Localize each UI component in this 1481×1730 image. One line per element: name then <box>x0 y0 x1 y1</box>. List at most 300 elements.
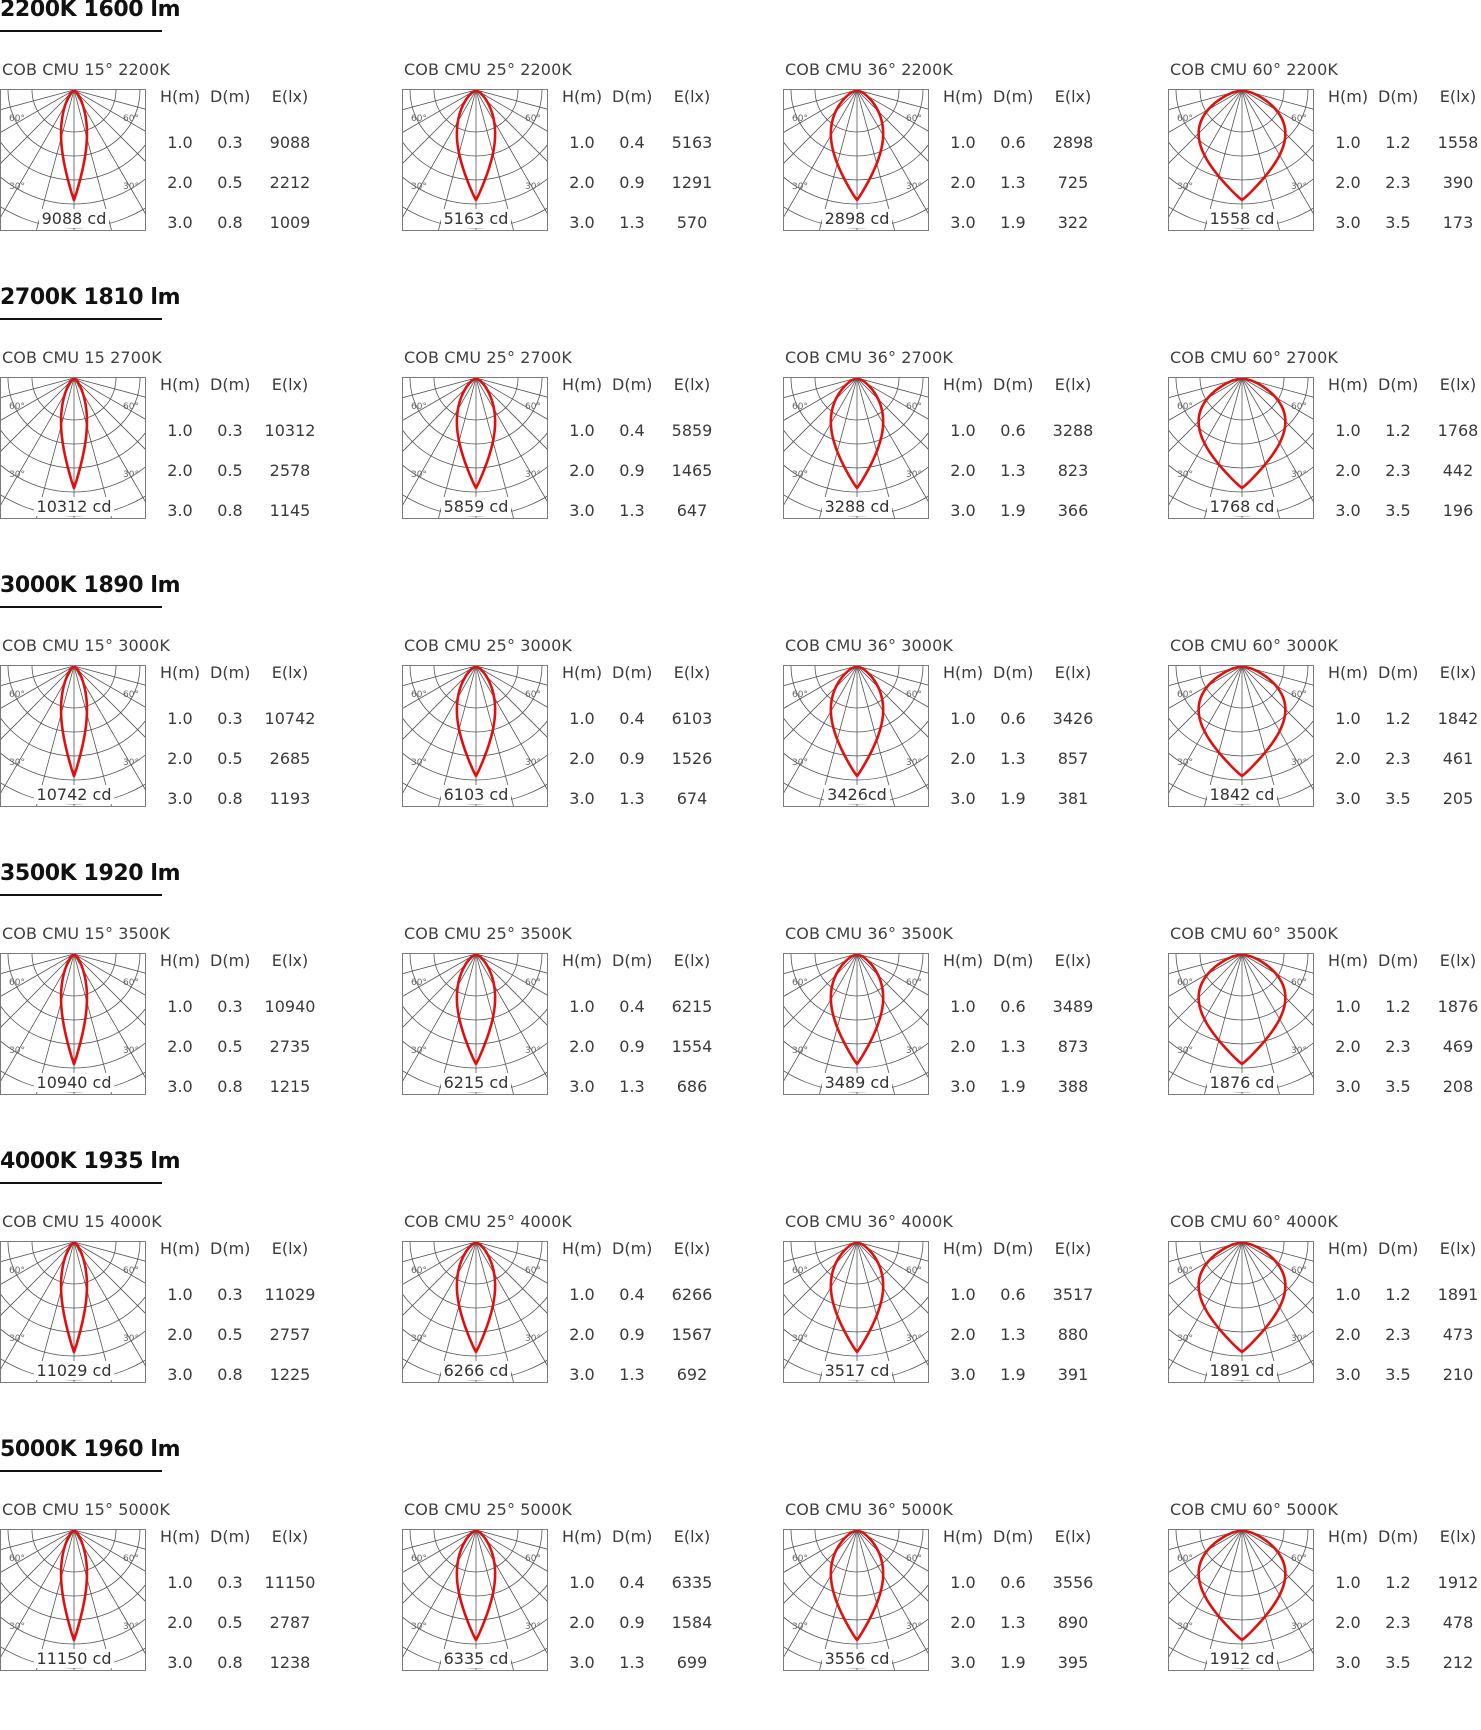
table-row <box>160 1037 380 1077</box>
cell-illuminance: 1009 <box>269 213 311 232</box>
header-diameter: D(m) <box>993 951 1034 970</box>
table-row <box>562 1037 782 1077</box>
angle-label-60-right: 60° <box>1291 114 1307 124</box>
cell-illuminance: 208 <box>1442 1077 1474 1096</box>
angle-label-60-left: 60° <box>792 114 808 124</box>
cell-illuminance: 381 <box>1057 789 1089 808</box>
cell-diameter: 3.5 <box>1385 1653 1411 1672</box>
cell-diameter: 2.3 <box>1385 1037 1411 1056</box>
polar-ring <box>1169 666 1314 804</box>
table-header <box>562 87 782 133</box>
cell-diameter: 0.5 <box>217 173 243 192</box>
cell-illuminance: 692 <box>676 1365 708 1384</box>
cell-diameter: 1.3 <box>1000 1613 1026 1632</box>
beam-item <box>783 924 1163 1104</box>
peak-intensity-value: 10940 cd <box>34 1073 115 1092</box>
cell-illuminance: 1238 <box>269 1653 311 1672</box>
header-diameter: D(m) <box>993 87 1034 106</box>
cell-diameter: 0.6 <box>1000 1573 1026 1592</box>
angle-label-60-right: 60° <box>123 1266 139 1276</box>
angle-label-30-left: 30° <box>1177 758 1193 768</box>
polar-ray <box>1169 954 1242 1054</box>
polar-ray <box>74 90 146 190</box>
table-row <box>160 173 380 213</box>
cell-illuminance: 647 <box>676 501 708 520</box>
angle-label-30-left: 30° <box>411 1046 427 1056</box>
header-diameter: D(m) <box>210 1239 251 1258</box>
cell-height: 3.0 <box>569 789 595 808</box>
polar-diagram <box>1168 89 1314 231</box>
header-diameter: D(m) <box>612 951 653 970</box>
polar-ray <box>857 1530 929 1630</box>
header-diameter: D(m) <box>210 1527 251 1546</box>
item-label: COB CMU 25° 4000K <box>404 1212 572 1231</box>
cell-height: 3.0 <box>950 501 976 520</box>
header-diameter: D(m) <box>1378 375 1419 394</box>
cell-illuminance: 2735 <box>269 1037 311 1056</box>
polar-ray <box>1 90 74 190</box>
angle-label-60-left: 60° <box>9 1266 25 1276</box>
item-label: COB CMU 36° 2700K <box>785 348 953 367</box>
cell-height: 1.0 <box>167 997 193 1016</box>
polar-ray <box>784 1242 857 1342</box>
item-label: COB CMU 25° 3500K <box>404 924 572 943</box>
angle-label-60-right: 60° <box>123 402 139 412</box>
table-row <box>943 173 1163 213</box>
table-header <box>160 663 380 709</box>
polar-ray <box>74 1242 146 1342</box>
header-height: H(m) <box>943 951 984 970</box>
item-label: COB CMU 15 2700K <box>2 348 162 367</box>
header-diameter: D(m) <box>210 87 251 106</box>
table-header <box>943 1239 1163 1285</box>
cell-height: 3.0 <box>167 501 193 520</box>
cell-illuminance: 1225 <box>269 1365 311 1384</box>
polar-ring <box>1 666 146 804</box>
cell-illuminance: 2898 <box>1052 133 1094 152</box>
peak-intensity-label <box>784 1073 929 1092</box>
table-header <box>943 87 1163 133</box>
angle-label-30-right: 30° <box>525 1046 541 1056</box>
item-label: COB CMU 15° 3500K <box>2 924 170 943</box>
cell-illuminance: 3489 <box>1052 997 1094 1016</box>
cell-height: 3.0 <box>950 213 976 232</box>
angle-label-30-left: 30° <box>1177 182 1193 192</box>
cell-diameter: 0.5 <box>217 461 243 480</box>
illuminance-table <box>943 87 1163 253</box>
cell-diameter: 0.9 <box>619 173 645 192</box>
peak-intensity-value: 6103 cd <box>441 785 512 804</box>
angle-label-60-left: 60° <box>792 978 808 988</box>
illuminance-table <box>1328 1527 1481 1693</box>
item-label: COB CMU 36° 2200K <box>785 60 953 79</box>
polar-ray <box>1169 90 1242 190</box>
table-row <box>1328 1613 1481 1653</box>
angle-label-30-right: 30° <box>906 1334 922 1344</box>
item-label: COB CMU 25° 5000K <box>404 1500 572 1519</box>
cell-height: 1.0 <box>1335 709 1361 728</box>
cell-illuminance: 570 <box>676 213 708 232</box>
cell-height: 1.0 <box>167 133 193 152</box>
header-illuminance: E(lx) <box>673 1527 711 1546</box>
cell-diameter: 2.3 <box>1385 1325 1411 1344</box>
header-height: H(m) <box>562 375 603 394</box>
cell-illuminance: 1554 <box>671 1037 713 1056</box>
item-label: COB CMU 60° 3500K <box>1170 924 1338 943</box>
angle-label-60-left: 60° <box>411 1266 427 1276</box>
cell-illuminance: 2212 <box>269 173 311 192</box>
cell-illuminance: 880 <box>1057 1325 1089 1344</box>
header-height: H(m) <box>562 1239 603 1258</box>
table-header <box>1328 87 1481 133</box>
table-row <box>943 133 1163 173</box>
cell-illuminance: 1291 <box>671 173 713 192</box>
table-row <box>1328 1365 1481 1405</box>
cell-diameter: 0.4 <box>619 709 645 728</box>
cell-illuminance: 6215 <box>671 997 713 1016</box>
cell-height: 2.0 <box>569 1037 595 1056</box>
header-height: H(m) <box>160 87 201 106</box>
angle-label-60-right: 60° <box>906 1554 922 1564</box>
angle-label-60-right: 60° <box>906 690 922 700</box>
cell-illuminance: 1912 <box>1437 1573 1479 1592</box>
cell-height: 2.0 <box>569 749 595 768</box>
table-row <box>160 1077 380 1117</box>
peak-intensity-label <box>784 497 929 516</box>
cell-height: 1.0 <box>1335 421 1361 440</box>
item-label: COB CMU 36° 3500K <box>785 924 953 943</box>
cell-diameter: 1.2 <box>1385 421 1411 440</box>
cell-diameter: 1.9 <box>1000 1365 1026 1384</box>
angle-label-30-left: 30° <box>792 470 808 480</box>
cell-illuminance: 10742 <box>264 709 316 728</box>
cell-illuminance: 196 <box>1442 501 1474 520</box>
cell-illuminance: 3288 <box>1052 421 1094 440</box>
illuminance-table <box>562 1239 782 1405</box>
table-header <box>562 375 782 421</box>
polar-ray <box>1 1530 74 1630</box>
cell-illuminance: 5163 <box>671 133 713 152</box>
table-row <box>562 1077 782 1117</box>
table-row <box>943 1365 1163 1405</box>
cell-diameter: 1.3 <box>619 789 645 808</box>
cell-height: 1.0 <box>569 133 595 152</box>
polar-diagram <box>0 89 146 231</box>
title-underline <box>0 894 162 896</box>
illuminance-table <box>160 375 380 541</box>
header-height: H(m) <box>562 663 603 682</box>
header-diameter: D(m) <box>612 375 653 394</box>
cell-diameter: 1.2 <box>1385 1573 1411 1592</box>
polar-ring <box>1 954 146 1092</box>
cell-illuminance: 390 <box>1442 173 1474 192</box>
beam-item <box>402 1212 782 1392</box>
angle-label-30-left: 30° <box>9 470 25 480</box>
cell-illuminance: 1584 <box>671 1613 713 1632</box>
header-diameter: D(m) <box>1378 1239 1419 1258</box>
cell-diameter: 0.3 <box>217 421 243 440</box>
table-row <box>160 789 380 829</box>
polar-ring <box>1169 90 1314 228</box>
section-4 <box>0 1149 1481 1442</box>
cell-diameter: 1.2 <box>1385 709 1411 728</box>
illuminance-table <box>562 87 782 253</box>
header-height: H(m) <box>943 663 984 682</box>
cell-illuminance: 1842 <box>1437 709 1479 728</box>
header-illuminance: E(lx) <box>673 663 711 682</box>
table-row <box>1328 421 1481 461</box>
angle-label-30-right: 30° <box>1291 470 1307 480</box>
cell-illuminance: 2685 <box>269 749 311 768</box>
cell-height: 2.0 <box>950 749 976 768</box>
polar-ring <box>1169 954 1314 1092</box>
illuminance-table <box>562 663 782 829</box>
peak-intensity-value: 1842 cd <box>1207 785 1278 804</box>
illuminance-table <box>943 1527 1163 1693</box>
angle-label-60-left: 60° <box>411 978 427 988</box>
peak-intensity-value: 5163 cd <box>441 209 512 228</box>
angle-label-60-left: 60° <box>9 114 25 124</box>
table-row <box>1328 1573 1481 1613</box>
beam-item <box>1168 348 1481 528</box>
table-row <box>160 1613 380 1653</box>
beam-item <box>402 348 782 528</box>
cell-diameter: 0.5 <box>217 749 243 768</box>
illuminance-table <box>562 1527 782 1693</box>
polar-diagram <box>783 377 929 519</box>
table-header <box>160 1527 380 1573</box>
header-height: H(m) <box>1328 1527 1369 1546</box>
header-diameter: D(m) <box>612 1239 653 1258</box>
peak-intensity-label <box>784 1361 929 1380</box>
angle-label-30-left: 30° <box>411 1334 427 1344</box>
angle-label-30-left: 30° <box>411 470 427 480</box>
table-row <box>1328 501 1481 541</box>
beam-item <box>0 636 380 816</box>
table-row <box>160 213 380 253</box>
angle-label-30-right: 30° <box>1291 1622 1307 1632</box>
cell-diameter: 0.3 <box>217 709 243 728</box>
cell-height: 3.0 <box>950 1077 976 1096</box>
table-row <box>943 749 1163 789</box>
illuminance-table <box>160 951 380 1117</box>
angle-label-60-right: 60° <box>1291 690 1307 700</box>
table-header <box>562 951 782 997</box>
cell-illuminance: 10312 <box>264 421 316 440</box>
beam-item <box>0 1212 380 1392</box>
cell-height: 2.0 <box>1335 1613 1361 1632</box>
cell-illuminance: 823 <box>1057 461 1089 480</box>
polar-ring <box>784 1530 929 1668</box>
cell-diameter: 1.3 <box>1000 749 1026 768</box>
polar-ray <box>857 90 929 190</box>
angle-label-60-right: 60° <box>525 978 541 988</box>
cell-illuminance: 1558 <box>1437 133 1479 152</box>
table-row <box>562 749 782 789</box>
angle-label-60-right: 60° <box>123 690 139 700</box>
cell-diameter: 1.9 <box>1000 213 1026 232</box>
beam-item <box>783 636 1163 816</box>
angle-label-60-right: 60° <box>1291 402 1307 412</box>
cell-height: 3.0 <box>167 1077 193 1096</box>
table-row <box>1328 789 1481 829</box>
cell-diameter: 2.3 <box>1385 749 1411 768</box>
header-illuminance: E(lx) <box>1054 375 1092 394</box>
table-row <box>1328 461 1481 501</box>
table-row <box>943 461 1163 501</box>
angle-label-30-right: 30° <box>123 470 139 480</box>
table-row <box>562 173 782 213</box>
polar-diagram <box>1168 665 1314 807</box>
cell-height: 2.0 <box>1335 173 1361 192</box>
cell-diameter: 0.5 <box>217 1325 243 1344</box>
cell-height: 3.0 <box>1335 789 1361 808</box>
polar-ring <box>784 1242 929 1380</box>
polar-ring <box>784 378 929 516</box>
table-header <box>943 1527 1163 1573</box>
polar-diagram <box>402 953 548 1095</box>
polar-ray <box>857 1242 929 1342</box>
angle-label-30-left: 30° <box>411 758 427 768</box>
polar-ray <box>1242 378 1314 478</box>
cell-diameter: 1.3 <box>619 501 645 520</box>
angle-label-30-left: 30° <box>9 1046 25 1056</box>
table-row <box>160 421 380 461</box>
header-diameter: D(m) <box>993 663 1034 682</box>
table-row <box>562 1653 782 1693</box>
cell-diameter: 0.8 <box>217 789 243 808</box>
polar-ray <box>1 378 74 478</box>
cell-height: 3.0 <box>1335 1077 1361 1096</box>
title-underline <box>0 606 162 608</box>
cell-height: 1.0 <box>950 1573 976 1592</box>
cell-diameter: 2.3 <box>1385 173 1411 192</box>
beam-item <box>402 1500 782 1680</box>
cell-height: 3.0 <box>569 1653 595 1672</box>
peak-intensity-label <box>403 209 548 228</box>
peak-intensity-value: 6266 cd <box>441 1361 512 1380</box>
cell-height: 1.0 <box>569 709 595 728</box>
illuminance-table <box>1328 87 1481 253</box>
table-row <box>562 1365 782 1405</box>
cell-illuminance: 2787 <box>269 1613 311 1632</box>
peak-intensity-label <box>1169 209 1314 228</box>
beam-item <box>402 924 782 1104</box>
table-header <box>160 951 380 997</box>
header-illuminance: E(lx) <box>271 951 309 970</box>
illuminance-table <box>160 1527 380 1693</box>
header-height: H(m) <box>1328 375 1369 394</box>
beam-item <box>402 60 782 240</box>
peak-intensity-label <box>403 1649 548 1668</box>
cell-diameter: 0.8 <box>217 1365 243 1384</box>
cell-illuminance: 469 <box>1442 1037 1474 1056</box>
cell-illuminance: 1465 <box>671 461 713 480</box>
cell-illuminance: 6335 <box>671 1573 713 1592</box>
header-height: H(m) <box>562 87 603 106</box>
table-header <box>1328 1239 1481 1285</box>
cell-diameter: 0.6 <box>1000 421 1026 440</box>
section-5 <box>0 1437 1481 1730</box>
item-label: COB CMU 15 4000K <box>2 1212 162 1231</box>
peak-intensity-label <box>1 497 146 516</box>
cell-height: 3.0 <box>167 789 193 808</box>
cell-height: 1.0 <box>950 133 976 152</box>
polar-ray <box>784 90 857 190</box>
polar-ray <box>74 666 146 766</box>
polar-ring <box>403 1530 548 1668</box>
polar-ray <box>1242 1242 1314 1342</box>
table-row <box>943 213 1163 253</box>
peak-intensity-label <box>1 785 146 804</box>
polar-diagram <box>1168 953 1314 1095</box>
peak-intensity-value: 10742 cd <box>34 785 115 804</box>
table-row <box>943 1613 1163 1653</box>
peak-intensity-label <box>1 209 146 228</box>
polar-ray <box>857 666 929 766</box>
cell-diameter: 0.6 <box>1000 997 1026 1016</box>
table-row <box>160 1365 380 1405</box>
illuminance-table <box>1328 375 1481 541</box>
beam-item <box>0 924 380 1104</box>
angle-label-60-right: 60° <box>525 402 541 412</box>
beam-item <box>0 348 380 528</box>
table-row <box>160 709 380 749</box>
polar-ring <box>1169 1242 1314 1380</box>
peak-intensity-value: 3517 cd <box>822 1361 893 1380</box>
beam-item <box>1168 924 1481 1104</box>
angle-label-30-right: 30° <box>123 1622 139 1632</box>
cell-illuminance: 395 <box>1057 1653 1089 1672</box>
cell-diameter: 3.5 <box>1385 1365 1411 1384</box>
cell-height: 2.0 <box>167 1325 193 1344</box>
illuminance-table <box>1328 951 1481 1117</box>
polar-ray <box>1 1242 74 1342</box>
peak-intensity-value: 3489 cd <box>822 1073 893 1092</box>
cell-diameter: 0.6 <box>1000 1285 1026 1304</box>
cell-height: 3.0 <box>569 501 595 520</box>
table-row <box>160 461 380 501</box>
cell-height: 1.0 <box>1335 997 1361 1016</box>
angle-label-60-left: 60° <box>1177 114 1193 124</box>
cell-height: 2.0 <box>569 173 595 192</box>
header-height: H(m) <box>943 375 984 394</box>
cell-diameter: 1.9 <box>1000 1653 1026 1672</box>
section-title: 4000K 1935 lm <box>0 1149 181 1174</box>
cell-height: 3.0 <box>569 1365 595 1384</box>
cell-height: 3.0 <box>167 213 193 232</box>
table-row <box>943 1573 1163 1613</box>
cell-illuminance: 1768 <box>1437 421 1479 440</box>
cell-height: 2.0 <box>1335 461 1361 480</box>
polar-ray <box>784 666 857 766</box>
cell-height: 3.0 <box>1335 1365 1361 1384</box>
table-row <box>562 501 782 541</box>
polar-ring <box>1169 378 1314 516</box>
cell-diameter: 1.3 <box>1000 1037 1026 1056</box>
beam-item <box>0 1500 380 1680</box>
peak-intensity-label <box>1 1649 146 1668</box>
angle-label-30-left: 30° <box>792 1334 808 1344</box>
section-title: 3000K 1890 lm <box>0 573 181 598</box>
title-underline <box>0 1182 162 1184</box>
header-diameter: D(m) <box>993 375 1034 394</box>
section-2 <box>0 573 1481 866</box>
polar-ray <box>74 378 146 478</box>
polar-ray <box>1242 666 1314 766</box>
cell-illuminance: 1215 <box>269 1077 311 1096</box>
cell-diameter: 1.9 <box>1000 501 1026 520</box>
